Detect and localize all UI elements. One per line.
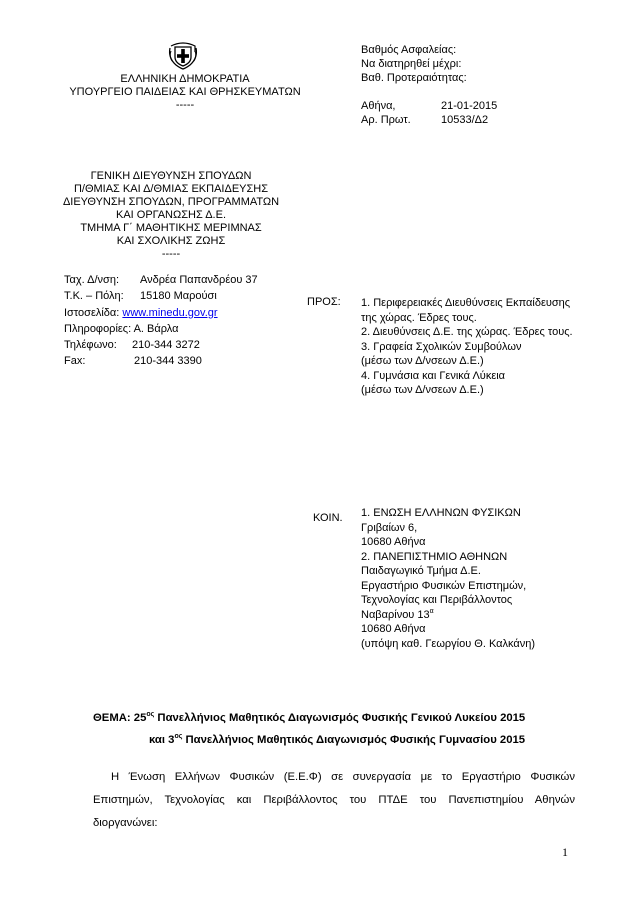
protocol-row <box>361 113 611 127</box>
subject-rest-1: Πανελλήνιος Μαθητικός Διαγωνισμός Φυσικής Γενικού Λυκείου 2015 <box>154 712 526 724</box>
department-line: ΚΑΙ ΣΧΟΛΙΚΗΣ ΖΩΗΣ <box>116 235 226 247</box>
cc-street-sup: α <box>429 607 434 615</box>
recipients-list <box>361 296 611 398</box>
cc-line: 10680 Αθήνα <box>361 536 426 548</box>
recipient-line: (μέσω των Δ/νσεων Δ.Ε.) <box>361 355 484 367</box>
department-line: ΔΙΕΥΘΥΝΣΗ ΣΠΟΥΔΩΝ, ΠΡΟΓΡΑΜΜΑΤΩΝ <box>62 196 280 208</box>
fax-value: 210-344 3390 <box>134 355 202 368</box>
website-label: Ιστοσελίδα: <box>64 306 123 319</box>
fax-row <box>64 353 304 369</box>
country-name: ΕΛΛΗΝΙΚΗ ΔΗΜΟΚΡΑΤΙΑ <box>120 73 250 85</box>
subject-line-2 <box>93 732 593 748</box>
subject-prefix-2: και 3 <box>149 734 175 746</box>
ministry-header <box>56 73 314 112</box>
recipient-line: 2. Διευθύνσεις Δ.Ε. της χώρας. Έδρες τους. <box>361 326 573 338</box>
cc-line: Εργαστήριο Φυσικών Επιστημών, <box>361 579 527 592</box>
cc-line: 1. ΕΝΩΣΗ ΕΛΛΗΝΩΝ ΦΥΣΙΚΩΝ <box>361 507 521 519</box>
security-level: Βαθμός Ασφαλείας: <box>361 44 457 56</box>
page-number: 1 <box>562 845 568 859</box>
recipient-line: 4. Γυμνάσια και Γενικά Λύκεια <box>361 369 506 382</box>
cc-list <box>361 506 611 651</box>
info-row <box>64 321 304 337</box>
recipient-line: 1. Περιφερειακές Διευθύνσεις Εκπαίδευσης <box>361 297 571 309</box>
address-label: Ταχ. Δ/νση: <box>64 274 120 286</box>
recipient-line: (μέσω των Δ/νσεων Δ.Ε.) <box>361 384 484 396</box>
recipients-label: ΠΡΟΣ: <box>307 296 341 308</box>
postal-value: 15180 Μαρούσι <box>140 290 217 303</box>
contact-details <box>64 272 304 370</box>
document-date: 21-01-2015 <box>441 100 498 112</box>
phone-row <box>64 337 304 353</box>
postal-row <box>64 288 304 304</box>
department-line: ΚΑΙ ΟΡΓΑΝΩΣΗΣ Δ.Ε. <box>115 209 227 221</box>
date-row <box>361 99 611 113</box>
document-meta <box>361 43 611 127</box>
recipient-line: 3. Γραφεία Σχολικών Συμβούλων <box>361 340 522 353</box>
phone-value: 210-344 3272 <box>132 339 200 352</box>
department-line: ΓΕΝΙΚΗ ΔΙΕΥΘΥΝΣΗ ΣΠΟΥΔΩΝ <box>90 170 252 182</box>
priority-level: Βαθ. Προτεραιότητας: <box>361 72 467 84</box>
department-line: ΤΜΗΜΑ Γ΄ ΜΑΘΗΤΙΚΗΣ ΜΕΡΙΜΝΑΣ <box>80 222 262 234</box>
subject-block <box>93 710 593 748</box>
phone-label: Τηλέφωνο: <box>64 339 117 352</box>
subject-rest-2: Πανελλήνιος Μαθητικός Διαγωνισμός Φυσικής Γυμνασίου 2015 <box>182 734 526 746</box>
subject-sup-1: ος <box>146 711 155 718</box>
postal-label: Τ.Κ. – Πόλη: <box>64 290 124 303</box>
subject-line-1 <box>93 710 593 726</box>
cc-street-text: Ναβαρίνου 13 <box>361 608 430 621</box>
cc-line: 2. ΠΑΝΕΠΙΣΤΗΜΙΟ ΑΘΗΝΩΝ <box>361 550 508 563</box>
body-paragraph <box>93 766 575 835</box>
keep-until: Να διατηρηθεί μέχρι: <box>361 58 462 70</box>
body-line: Επιστημών, Τεχνολογίας και Περιβάλλοντος του ΠΤΔΕ του Πανεπιστημίου Αθηνών <box>93 794 575 806</box>
header-separator: ----- <box>175 99 195 111</box>
department-block <box>40 170 302 261</box>
protocol-number: 10533/Δ2 <box>441 114 489 126</box>
ministry-name: ΥΠΟΥΡΓΕΙΟ ΠΑΙΔΕΙΑΣ ΚΑΙ ΘΡΗΣΚΕΥΜΑΤΩΝ <box>69 86 301 98</box>
meta-spacer <box>361 85 611 99</box>
body-line: διοργανώνει: <box>93 817 158 829</box>
cc-line: Παιδαγωγικό Τμήμα Δ.Ε. <box>361 565 481 577</box>
info-label: Πληροφορίες: Α. Βάρλα <box>64 322 179 335</box>
cc-label: ΚΟΙΝ. <box>313 512 343 524</box>
cc-line: Γριβαίων 6, <box>361 521 418 534</box>
cc-line: (υπόψη καθ. Γεωργίου Θ. Καλκάνη) <box>361 637 536 650</box>
city-label: Αθήνα, <box>361 100 396 112</box>
subject-sup-2: ος <box>174 733 183 740</box>
recipient-line: της χώρας. Έδρες τους. <box>361 311 477 324</box>
greek-coat-of-arms-icon <box>166 38 200 72</box>
body-line: Η Ένωση Ελλήνων Φυσικών (Ε.Ε.Φ) σε συνεργασία με το Εργαστήριο Φυσικών <box>111 771 575 783</box>
subject-prefix: ΘΕΜΑ: 25 <box>93 712 147 724</box>
fax-label: Fax: <box>64 355 86 368</box>
website-row <box>64 305 304 321</box>
department-line: Π/ΘΜΙΑΣ ΚΑΙ Δ/ΘΜΙΑΣ ΕΚΠΑΙΔΕΥΣΗΣ <box>73 183 269 195</box>
address-row <box>64 272 304 288</box>
address-value: Ανδρέα Παπανδρέου 37 <box>140 274 258 286</box>
cc-line: 10680 Αθήνα <box>361 623 426 635</box>
website-link[interactable]: www.minedu.gov.gr <box>122 306 218 319</box>
cc-line: Τεχνολογίας και Περιβάλλοντος <box>361 594 513 606</box>
protocol-label: Αρ. Πρωτ. <box>361 114 411 126</box>
department-separator: ----- <box>161 248 181 260</box>
cc-street <box>361 608 611 623</box>
